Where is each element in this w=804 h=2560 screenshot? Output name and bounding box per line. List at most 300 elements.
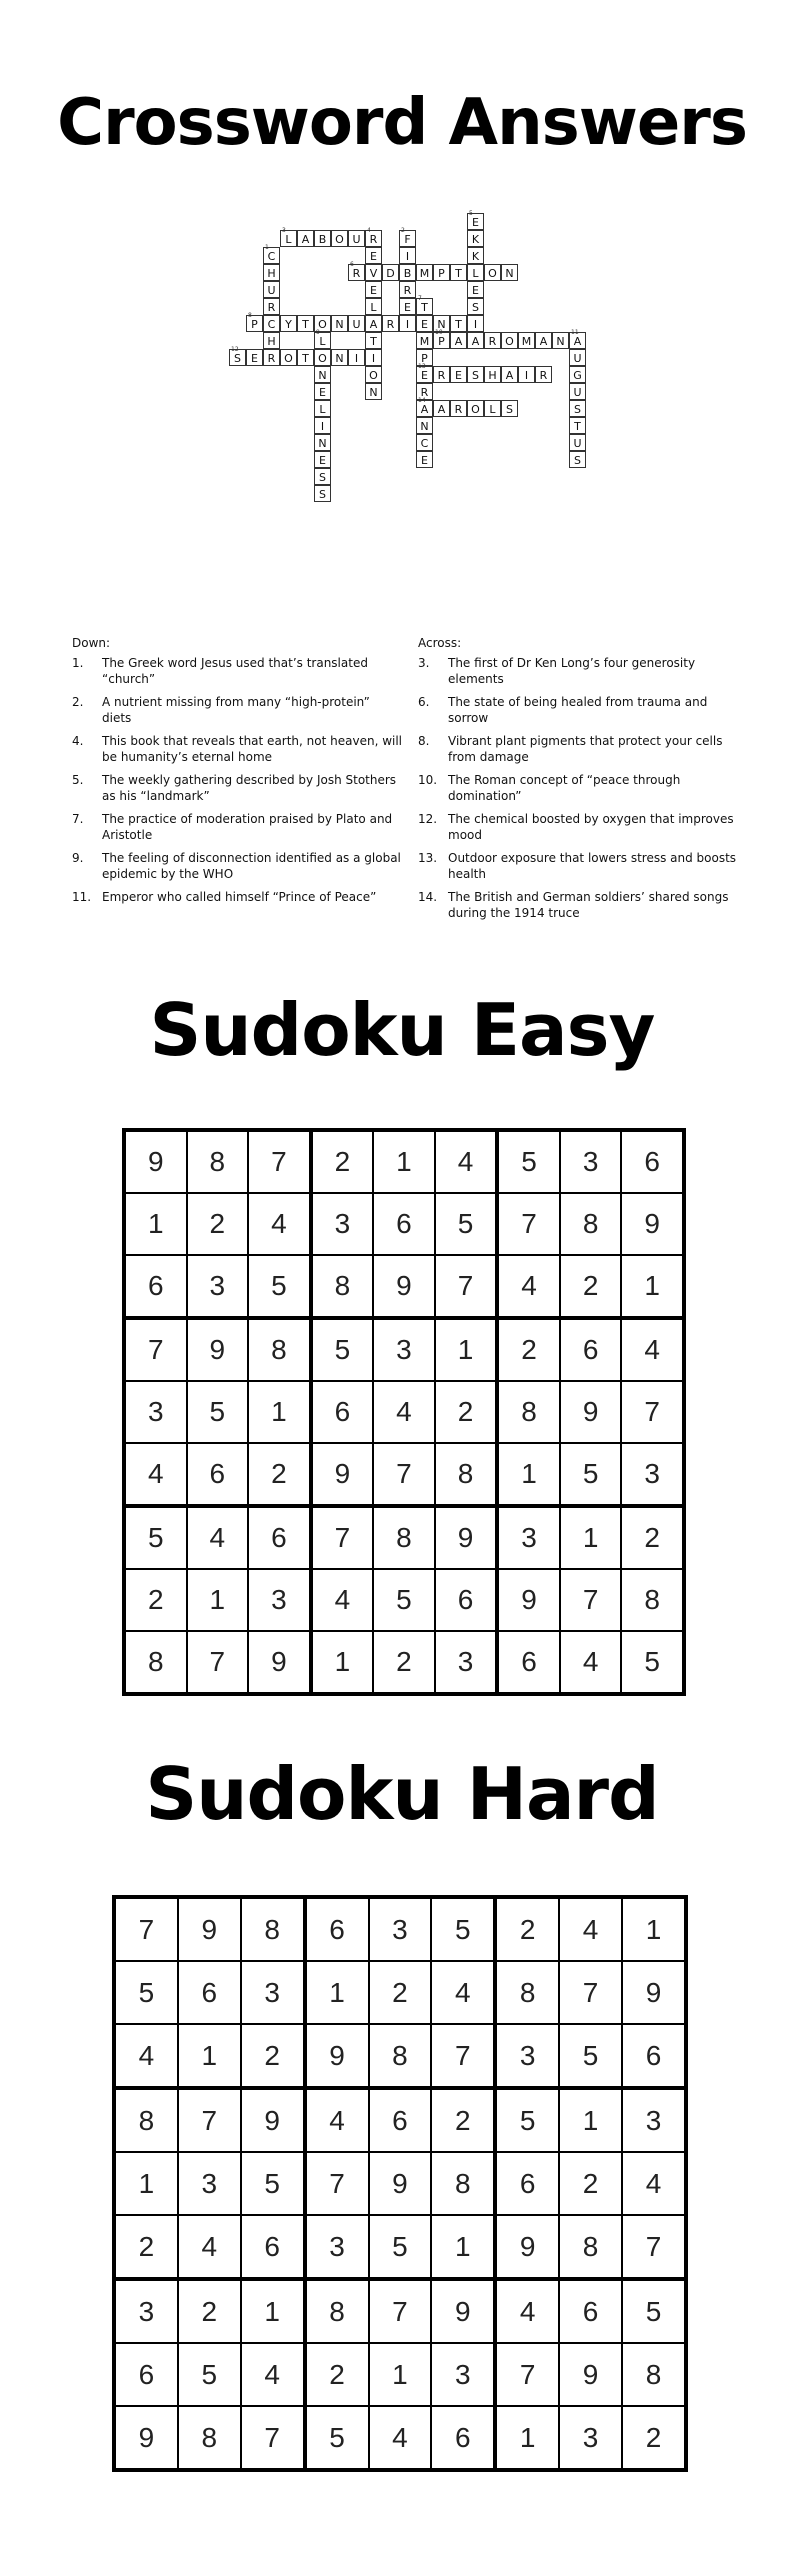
sudoku-row (124, 1506, 684, 1569)
sudoku-cell: 7 (187, 1631, 249, 1694)
cell-letter: L (370, 301, 377, 314)
crossword-cell (433, 366, 450, 383)
cell-letter: A (539, 335, 548, 348)
sudoku-cell: 6 (178, 1961, 241, 2024)
cell-letter: V (369, 267, 378, 280)
sudoku-cell: 1 (305, 1961, 369, 2024)
clue-number: 5 (469, 210, 473, 217)
clue-text: The feeling of disconnection identified as a global epidemic by the WHO (102, 851, 401, 881)
crossword-cell (501, 400, 518, 417)
cell-letter: R (488, 335, 497, 348)
cell-letter: L (489, 403, 496, 416)
sudoku-cell: 8 (497, 1381, 560, 1443)
cell-letter: E (472, 284, 479, 297)
sudoku-cell: 1 (187, 1569, 249, 1631)
clue-number: 8. (418, 734, 430, 748)
clue-number: 14. (418, 890, 438, 904)
crossword-cell (314, 434, 331, 451)
cell-letter: L (319, 403, 326, 416)
sudoku-cell: 2 (622, 2406, 686, 2470)
sudoku-cell: 2 (431, 2088, 495, 2152)
crossword-cell (399, 227, 416, 247)
cell-letter: R (386, 318, 395, 331)
cell-letter: O (318, 318, 327, 331)
cell-letter: O (369, 369, 378, 382)
sudoku-cell: 2 (305, 2343, 369, 2406)
down-clue (72, 850, 402, 882)
sudoku-cell: 7 (559, 1961, 622, 2024)
sudoku-cell: 2 (495, 1897, 559, 1961)
cell-letter: E (319, 454, 326, 467)
sudoku-cell: 3 (248, 1569, 311, 1631)
sudoku-cell: 2 (621, 1506, 684, 1569)
sudoku-cell: 6 (369, 2088, 432, 2152)
sudoku-cell: 9 (178, 1897, 241, 1961)
sudoku-cell: 3 (495, 2024, 559, 2088)
sudoku-cell: 8 (124, 1631, 187, 1694)
sudoku-cell: 9 (435, 1506, 498, 1569)
cell-letter: E (370, 250, 377, 263)
cell-letter: E (404, 301, 411, 314)
sudoku-cell: 1 (497, 1443, 560, 1506)
cell-letter: R (352, 267, 361, 280)
clue-number: 6. (418, 695, 430, 709)
clue-text: Outdoor exposure that lowers stress and boosts health (448, 851, 737, 881)
crossword-cell (569, 434, 586, 451)
cell-letter: P (421, 352, 428, 365)
sudoku-cell: 2 (435, 1381, 498, 1443)
crossword-cell (297, 349, 314, 366)
cell-letter: R (267, 352, 276, 365)
crossword-cell (263, 244, 280, 264)
clue-number: 5. (72, 773, 84, 787)
crossword-cell (382, 264, 399, 281)
sudoku-cell: 7 (373, 1443, 435, 1506)
sudoku-cell: 1 (621, 1255, 684, 1318)
sudoku-cell: 4 (114, 2024, 178, 2088)
cell-letter: E (421, 454, 428, 467)
cell-letter: K (471, 250, 480, 263)
sudoku-cell: 3 (621, 1443, 684, 1506)
sudoku-cell: 1 (622, 1897, 686, 1961)
sudoku-cell: 8 (241, 1897, 305, 1961)
crossword-cell (467, 315, 484, 332)
sudoku-cell: 7 (621, 1381, 684, 1443)
cell-letter: C (267, 250, 276, 263)
sudoku-cell: 9 (114, 2406, 178, 2470)
sudoku-cell: 3 (124, 1381, 187, 1443)
cell-letter: T (455, 267, 462, 280)
cell-letter: P (251, 318, 258, 331)
sudoku-cell: 6 (560, 1318, 622, 1381)
sudoku-row (114, 2279, 686, 2343)
sudoku-cell: 5 (497, 1130, 560, 1193)
sudoku-row (124, 1631, 684, 1694)
cell-letter: O (284, 352, 293, 365)
cell-letter: I (371, 352, 376, 365)
crossword-cell (450, 332, 467, 349)
crossword-cell (569, 383, 586, 400)
sudoku-cell: 7 (560, 1569, 622, 1631)
crossword-cell (314, 485, 331, 502)
sudoku-cell: 3 (305, 2215, 369, 2279)
cell-letter: R (539, 369, 548, 382)
down-clue (72, 655, 402, 687)
cell-letter: U (573, 352, 582, 365)
sudoku-cell: 6 (114, 2343, 178, 2406)
across-clue (418, 889, 748, 921)
crossword-cell (348, 349, 365, 366)
sudoku-cell: 5 (178, 2343, 241, 2406)
down-heading: Down: (72, 636, 111, 650)
crossword-cell (263, 298, 280, 315)
cell-letter: T (574, 420, 581, 433)
sudoku-cell: 9 (497, 1569, 560, 1631)
sudoku-cell: 5 (187, 1381, 249, 1443)
clue-number: 7 (418, 295, 422, 302)
cell-letter: U (352, 318, 361, 331)
sudoku-cell: 5 (431, 1897, 495, 1961)
cell-letter: N (505, 267, 514, 280)
sudoku-row (114, 2343, 686, 2406)
crossword-cell (416, 264, 433, 281)
crossword-cell (467, 298, 484, 315)
clue-text: This book that reveals that earth, not heaven, will be humanity’s eternal home (102, 734, 403, 764)
crossword-cell (280, 227, 297, 247)
cell-letter: H (267, 267, 276, 280)
clue-number: 3 (282, 227, 286, 234)
sudoku-cell: 3 (241, 1961, 305, 2024)
sudoku-cell: 9 (559, 2343, 622, 2406)
sudoku-cell: 8 (178, 2406, 241, 2470)
cell-letter: E (370, 284, 377, 297)
across-clue (418, 811, 748, 843)
sudoku-row (124, 1255, 684, 1318)
sudoku-cell: 7 (248, 1130, 311, 1193)
down-clue (72, 733, 402, 765)
sudoku-row (124, 1443, 684, 1506)
crossword-cell (416, 363, 433, 383)
sudoku-cell: 9 (305, 2024, 369, 2088)
cell-letter: N (318, 437, 327, 450)
clue-number: 8 (248, 312, 252, 319)
sudoku-easy-title: Sudoku Easy (149, 988, 655, 1072)
sudoku-cell: 6 (497, 1631, 560, 1694)
sudoku-cell: 1 (373, 1130, 435, 1193)
sudoku-cell: 6 (431, 2406, 495, 2470)
cell-letter: E (472, 216, 479, 229)
sudoku-cell: 4 (559, 1897, 622, 1961)
crossword-cell (399, 281, 416, 298)
cell-letter: N (335, 352, 344, 365)
sudoku-cell: 4 (187, 1506, 249, 1569)
sudoku-cell: 7 (495, 2343, 559, 2406)
sudoku-cell: 5 (124, 1506, 187, 1569)
clue-number: 2 (401, 227, 405, 234)
sudoku-cell: 7 (497, 1193, 560, 1255)
crossword-cell (365, 298, 382, 315)
cell-letter: A (573, 335, 582, 348)
crossword-cell (484, 332, 501, 349)
crossword-cell (297, 315, 314, 332)
crossword-cell (416, 397, 433, 417)
sudoku-row (114, 2024, 686, 2088)
sudoku-cell: 1 (435, 1318, 498, 1381)
across-clues (418, 635, 748, 928)
cell-letter: C (420, 437, 429, 450)
clue-text: The first of Dr Ken Long’s four generosity elements (448, 656, 696, 686)
crossword-cell (348, 230, 365, 247)
sudoku-cell: 7 (431, 2024, 495, 2088)
sudoku-cell: 8 (311, 1255, 374, 1318)
clue-number: 4. (72, 734, 84, 748)
crossword-cell (314, 468, 331, 485)
sudoku-cell: 4 (311, 1569, 374, 1631)
crossword-cell (569, 349, 586, 366)
cell-letter: O (318, 352, 327, 365)
crossword-cell (518, 332, 535, 349)
cell-letter: E (421, 318, 428, 331)
crossword-cell (450, 264, 467, 281)
crossword-cell (416, 332, 433, 349)
sudoku-cell: 3 (114, 2279, 178, 2343)
crossword-cell (569, 451, 586, 468)
clue-text: The chemical boosted by oxygen that improves mood (448, 812, 734, 842)
clue-number: 13. (418, 851, 438, 865)
sudoku-cell: 3 (560, 1130, 622, 1193)
sudoku-row (114, 1961, 686, 2024)
crossword-cell (314, 349, 331, 366)
crossword-cell (467, 264, 484, 281)
crossword-cell (365, 281, 382, 298)
sudoku-cell: 5 (559, 2024, 622, 2088)
sudoku-cell: 5 (495, 2088, 559, 2152)
sudoku-cell: 3 (373, 1318, 435, 1381)
cell-letter: U (573, 437, 582, 450)
sudoku-cell: 3 (435, 1631, 498, 1694)
cell-letter: I (405, 318, 410, 331)
crossword-cell (501, 332, 518, 349)
clue-text: The practice of moderation praised by Plato and Aristotle (102, 812, 393, 842)
down-clue-list (72, 655, 402, 905)
crossword-title: Crossword Answers (57, 86, 747, 160)
sudoku-cell: 2 (311, 1130, 374, 1193)
crossword-cell (535, 332, 552, 349)
sudoku-cell: 9 (124, 1130, 187, 1193)
cell-letter: R (420, 386, 429, 399)
sudoku-cell: 7 (178, 2088, 241, 2152)
sudoku-cell: 7 (124, 1318, 187, 1381)
sudoku-cell: 3 (187, 1255, 249, 1318)
cell-letter: N (420, 420, 429, 433)
sudoku-cell: 1 (560, 1506, 622, 1569)
sudoku-cell: 2 (497, 1318, 560, 1381)
cell-letter: R (454, 403, 463, 416)
cell-letter: H (488, 369, 497, 382)
sudoku-cell: 5 (311, 1318, 374, 1381)
crossword-cell (484, 366, 501, 383)
cell-letter: M (419, 267, 430, 280)
cell-letter: C (267, 318, 276, 331)
sudoku-cell: 8 (431, 2152, 495, 2215)
cell-letter: D (386, 267, 395, 280)
crossword-cell (314, 366, 331, 383)
clue-text: Emperor who called himself “Prince of Peace” (102, 890, 377, 904)
sudoku-cell: 6 (495, 2152, 559, 2215)
sudoku-cell: 1 (124, 1193, 187, 1255)
cell-letter: H (267, 335, 276, 348)
cell-letter: R (369, 233, 378, 246)
crossword-cell (314, 383, 331, 400)
sudoku-cell: 8 (373, 1506, 435, 1569)
cell-letter: E (319, 386, 326, 399)
cell-letter: B (403, 267, 412, 280)
sudoku-cell: 9 (431, 2279, 495, 2343)
cell-letter: Y (285, 318, 292, 331)
cell-letter: N (556, 335, 565, 348)
crossword-cell (382, 315, 399, 332)
sudoku-cell: 3 (497, 1506, 560, 1569)
sudoku-row (124, 1381, 684, 1443)
across-clue (418, 655, 748, 687)
cell-letter: S (234, 352, 241, 365)
sudoku-cell: 4 (305, 2088, 369, 2152)
down-clue (72, 889, 402, 905)
crossword-cell (416, 451, 433, 468)
sudoku-cell: 3 (431, 2343, 495, 2406)
cell-letter: S (506, 403, 513, 416)
sudoku-cell: 9 (373, 1255, 435, 1318)
across-clue-list (418, 655, 748, 921)
cell-letter: I (354, 352, 359, 365)
sudoku-cell: 9 (248, 1631, 311, 1694)
sudoku-cell: 9 (560, 1381, 622, 1443)
cell-letter: A (471, 335, 480, 348)
sudoku-cell: 3 (622, 2088, 686, 2152)
crossword-cell (331, 315, 348, 332)
sudoku-cell: 6 (621, 1130, 684, 1193)
sudoku-cell: 4 (124, 1443, 187, 1506)
crossword-cell (280, 349, 297, 366)
crossword-cell (467, 247, 484, 264)
crossword-cell (450, 315, 467, 332)
cell-letter: E (455, 369, 462, 382)
crossword-cell (331, 349, 348, 366)
sudoku-cell: 8 (559, 2215, 622, 2279)
crossword-cell (365, 264, 382, 281)
across-clue (418, 733, 748, 765)
cell-letter: I (405, 250, 410, 263)
sudoku-cell: 7 (435, 1255, 498, 1318)
sudoku-cell: 9 (621, 1193, 684, 1255)
sudoku-cell: 4 (178, 2215, 241, 2279)
crossword-cell (365, 383, 382, 400)
sudoku-cell: 6 (305, 1897, 369, 1961)
sudoku-row (114, 2152, 686, 2215)
sudoku-cell: 2 (248, 1443, 311, 1506)
clue-text: The state of being healed from trauma and sorrow (448, 695, 708, 725)
across-clue (418, 850, 748, 882)
clue-number: 7. (72, 812, 84, 826)
across-clue (418, 694, 748, 726)
cell-letter: L (285, 233, 292, 246)
sudoku-cell: 4 (369, 2406, 432, 2470)
clue-number: 14 (418, 397, 426, 404)
crossword-cell (433, 329, 450, 349)
sudoku-cell: 4 (373, 1381, 435, 1443)
cell-letter: O (471, 403, 480, 416)
cell-letter: P (438, 267, 445, 280)
sudoku-cell: 9 (369, 2152, 432, 2215)
sudoku-cell: 8 (621, 1569, 684, 1631)
cell-letter: P (438, 335, 445, 348)
crossword-cell (263, 264, 280, 281)
sudoku-cell: 1 (559, 2088, 622, 2152)
cell-letter: K (471, 233, 480, 246)
sudoku-cell: 9 (187, 1318, 249, 1381)
clue-number: 12 (231, 346, 239, 353)
sudoku-row (124, 1318, 684, 1381)
crossword-cell (348, 261, 365, 281)
crossword-cell (365, 227, 382, 247)
sudoku-cell: 2 (114, 2215, 178, 2279)
sudoku-cell: 2 (369, 1961, 432, 2024)
crossword-cell (467, 332, 484, 349)
cell-letter: S (574, 454, 581, 467)
sudoku-cell: 4 (495, 2279, 559, 2343)
clue-text: A nutrient missing from many “high-protein” diets (102, 695, 370, 725)
down-clue (72, 772, 402, 804)
crossword-cell (484, 264, 501, 281)
cell-letter: A (505, 369, 514, 382)
crossword-grid (0, 0, 804, 600)
crossword-cell (501, 366, 518, 383)
sudoku-cell: 3 (178, 2152, 241, 2215)
crossword-cell (314, 400, 331, 417)
crossword-cell (246, 349, 263, 366)
cell-letter: F (404, 233, 411, 246)
sudoku-cell: 9 (241, 2088, 305, 2152)
sudoku-cell: 6 (622, 2024, 686, 2088)
cell-letter: S (472, 369, 479, 382)
clue-number: 3. (418, 656, 430, 670)
crossword-cell (399, 264, 416, 281)
cell-letter: R (437, 369, 446, 382)
cell-letter: E (251, 352, 258, 365)
sudoku-hard-title: Sudoku Hard (145, 1752, 659, 1836)
sudoku-cell: 8 (622, 2343, 686, 2406)
cell-letter: N (369, 386, 378, 399)
sudoku-cell: 1 (369, 2343, 432, 2406)
sudoku-cell: 8 (305, 2279, 369, 2343)
crossword-cell (365, 247, 382, 264)
crossword-cell (365, 332, 382, 349)
down-clue (72, 811, 402, 843)
sudoku-cell: 5 (560, 1443, 622, 1506)
crossword-cell (416, 417, 433, 434)
crossword-cell (501, 264, 518, 281)
clue-number: 1 (265, 244, 269, 251)
crossword-cell (348, 315, 365, 332)
clue-text: The Roman concept of “peace through domination” (448, 773, 681, 803)
cell-letter: N (437, 318, 446, 331)
sudoku-cell: 1 (178, 2024, 241, 2088)
sudoku-cell: 7 (311, 1506, 374, 1569)
crossword-cell (399, 315, 416, 332)
clue-number: 2. (72, 695, 84, 709)
sudoku-cell: 4 (622, 2152, 686, 2215)
sudoku-cell: 3 (369, 1897, 432, 1961)
